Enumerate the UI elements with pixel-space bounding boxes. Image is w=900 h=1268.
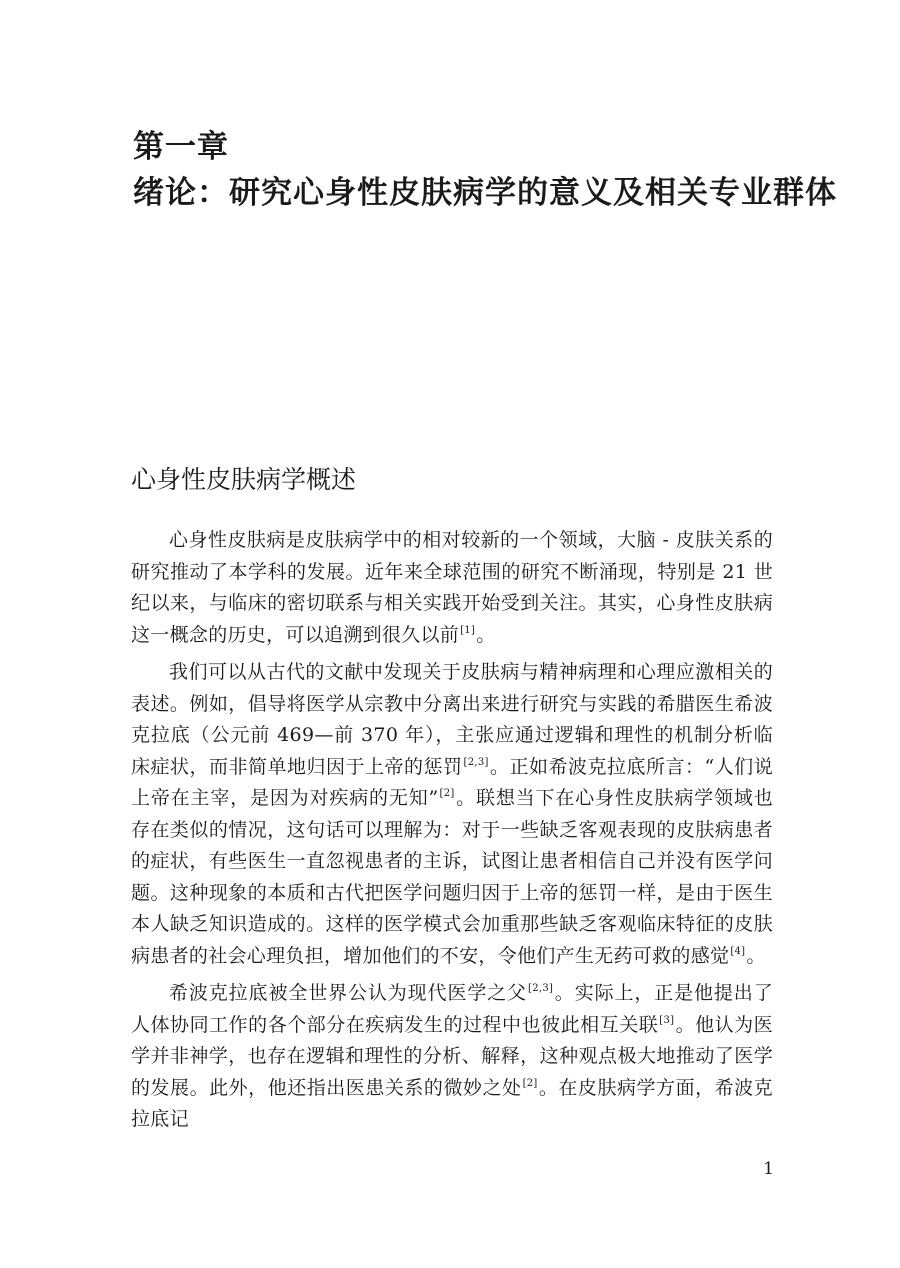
paragraph-text: 。联想当下在心身性皮肤病学领域也存在类似的情况，这句话可以理解为：对于一些缺乏客观表现的皮肤病患者的症状，有些医生一直忽视患者的主诉，试图让患者相信自己并没有医学问题。这种现象的本质和古代把医学问题归因于上帝的惩罚一样，是由于医生本人缺乏知识造成的。这样的医学模式会加重那些缺乏客观临床特征的皮肤病患者的社会心理负担，增加他们的不安，令他们产生无药可救的感觉 bbox=[131, 787, 773, 967]
citation: [2] bbox=[439, 788, 455, 799]
citation: [4] bbox=[730, 945, 746, 957]
citation: [3] bbox=[659, 1014, 675, 1026]
paragraph-text: 。 bbox=[476, 623, 496, 646]
chapter-label: 第一章 bbox=[133, 129, 229, 165]
paragraph-text: 希波克拉底被全世界公认为现代医学之父 bbox=[169, 982, 527, 1004]
paragraph-3 bbox=[131, 978, 773, 1136]
paragraph-text: 我们可以从古代的文献中发现关于皮肤病与精神病理和心理应激相关的表述。例如，倡导将医学从宗教中分离出来进行研究与实践的希腊医生希波克拉底（公元前 469—前 370 年），主张应通过逻辑和理性的机制分析临床症状，而非简单地归因于上帝的惩罚 bbox=[131, 661, 773, 778]
paragraph-text: 。正如希波克拉底所言：“人们说上帝在主宰，是因为对疾病的无知” bbox=[131, 755, 773, 809]
paragraph-1 bbox=[131, 525, 773, 651]
citation: [1] bbox=[460, 624, 476, 636]
citation: [2,3] bbox=[463, 756, 489, 768]
paragraph-text: 心身性皮肤病是皮肤病学中的相对较新的一个领域，大脑 - 皮肤关系的研究推动了本学科的发展。近年来全球范围的研究不断涌现，特别是 21 世纪以来，与临床的密切联系与相关实践开始受到关注。其实，心身性皮肤病这一概念的历史，可以追溯到很久以前 bbox=[131, 529, 773, 646]
body-text bbox=[131, 525, 773, 1142]
paragraph-text: 。他认为医学并非神学，也存在逻辑和理性的分析、解释，这种观点极大地推动了医学的发展。此外，他还指出医患关系的微妙之处 bbox=[131, 1013, 773, 1099]
paragraph-text: 。在皮肤病学方面，希波克拉底记 bbox=[131, 1076, 773, 1130]
citation: [2] bbox=[522, 1077, 538, 1089]
paragraph-text: 。实际上，正是他提出了人体协同工作的各个部分在疾病发生的过程中也彼此相互关联 bbox=[131, 982, 773, 1036]
page-number: 1 bbox=[763, 1159, 774, 1179]
chapter-title: 绪论：研究心身性皮肤病学的意义及相关专业群体 bbox=[133, 175, 837, 211]
section-heading: 心身性皮肤病学概述 bbox=[131, 465, 357, 494]
citation: [2,3] bbox=[528, 983, 554, 994]
paragraph-2 bbox=[131, 657, 773, 972]
paragraph-text: 。 bbox=[746, 944, 766, 967]
